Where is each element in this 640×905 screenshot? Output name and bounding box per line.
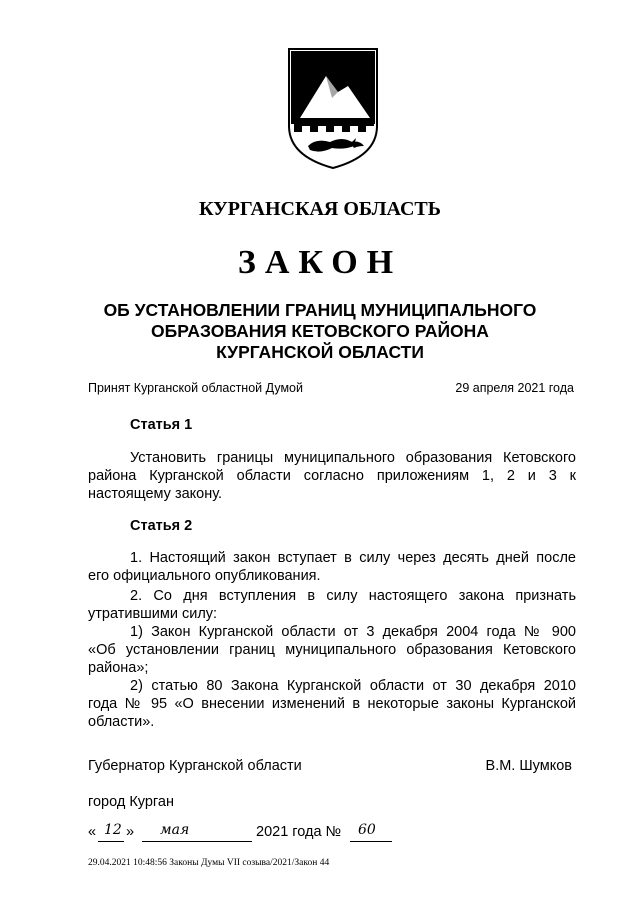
adopted-by: Принят Курганской областной Думой [88,381,303,395]
article-2-line: области». [88,714,155,730]
article-2-heading: Статья 2 [130,518,193,534]
article-2-line: «Об установлении границ муниципального образования Кетовского [88,642,576,658]
article-1-line: Установить границы муниципального образования Кетовского [130,450,576,466]
open-quote: « [88,824,97,840]
article-2-line: 1) Закон Курганской области от 3 декабря 2004 года № 900 [130,624,576,640]
law-subject-line-2: ОБРАЗОВАНИЯ КЕТОВСКОГО РАЙОНА [151,321,489,341]
article-1-line: настоящему закону. [88,486,223,502]
article-1-heading: Статья 1 [130,417,193,433]
region-title: КУРГАНСКАЯ ОБЛАСТЬ [198,198,441,220]
place-of-signing: город Курган [88,794,174,810]
footer-file-stamp: 29.04.2021 10:48:56 Законы Думы VII созыва/2021/Закон 44 [88,858,330,868]
handwritten-month: мая [160,822,190,838]
day-underline [98,841,124,842]
law-subject-line-1: ОБ УСТАНОВЛЕНИИ ГРАНИЦ МУНИЦИПАЛЬНОГО [103,300,537,320]
year-and-number-label: 2021 года № [256,824,342,840]
coat-of-arms-emblem [286,46,380,172]
article-2-line: года № 95 «О внесении изменений в некоторые законы Курганской [88,696,576,712]
article-1-line: района Курганской области согласно приложениям 1, 2 и 3 к [88,468,576,484]
article-2-line: его официального опубликования. [88,568,321,584]
signatory-position: Губернатор Курганской области [88,758,302,774]
article-2-line: 1. Настоящий закон вступает в силу через десять дней после [130,550,576,566]
adoption-date: 29 апреля 2021 года [455,381,574,395]
article-2-line: утратившими силу: [88,606,218,622]
signatory-name: В.М. Шумков [485,758,572,774]
article-2-line: 2) статью 80 Закона Курганской области от 30 декабря 2010 [130,678,576,694]
article-2-line: района»; [88,660,149,676]
date-number-line [88,824,408,846]
handwritten-number: 60 [358,822,376,838]
close-quote: » [126,824,135,840]
article-2-line: 2. Со дня вступления в силу настоящего закона признать [130,588,576,604]
handwritten-day: 12 [104,822,122,838]
document-type-title: ЗАКОН [237,244,403,281]
number-underline [350,841,392,842]
month-underline [142,841,252,842]
law-subject-line-3: КУРГАНСКОЙ ОБЛАСТИ [216,342,424,362]
